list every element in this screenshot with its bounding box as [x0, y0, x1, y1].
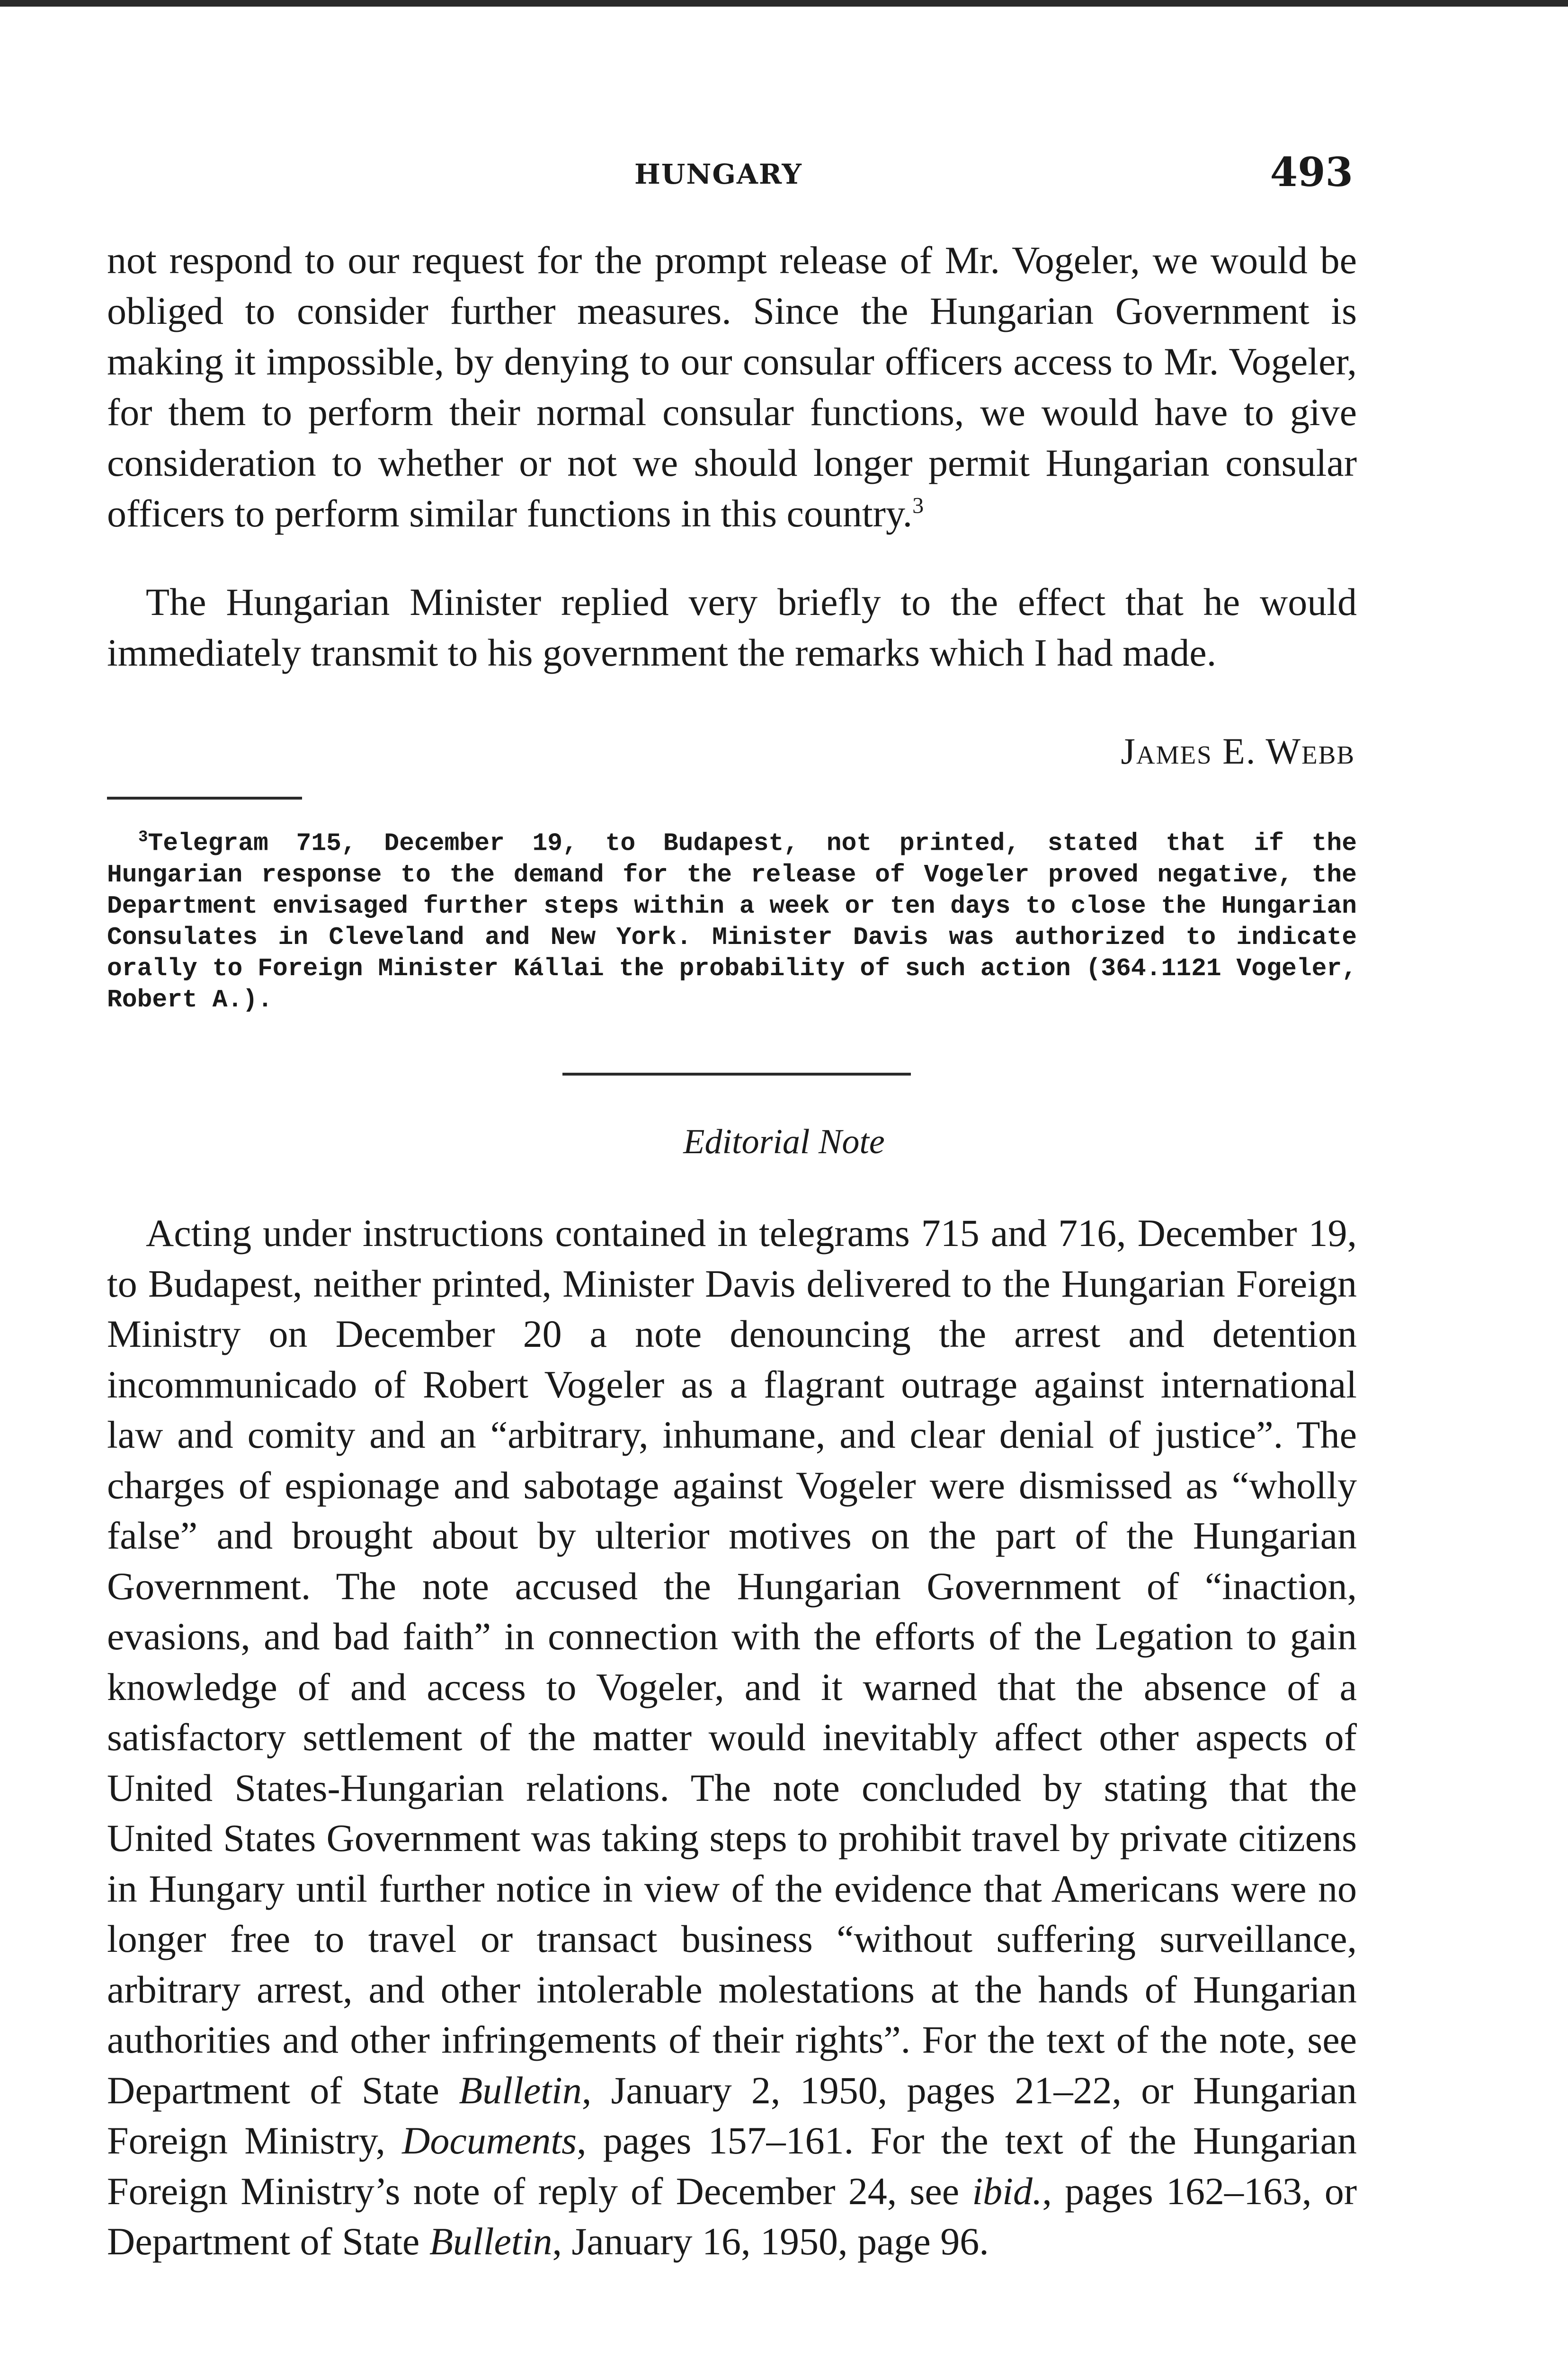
editorial-text: , January 16, 1950, page 96.	[552, 2220, 989, 2263]
editorial-text: Acting under instructions contained in telegrams 715 and 716, December 19, to Budapest, neither printed, Minister Davis delivered to the Hungarian Foreign Ministry on December 20 a note denouncing the arrest and detention incommunicado of Robert Vogeler as a flagrant outrage against international law and comity and an “arbitrary, inhumane, and clear denial of justice”. The charges of espionage and sabotage against Vogeler were dismissed as “wholly false” and brought about by ulterior motives on the part of the Hungarian Government. The note accused the Hungarian Government of “inaction, evasions, and bad faith” in connection with the efforts of the Legation to gain knowledge of and access to Vogeler, and it warned that the absence of a satisfactory settlement of the matter would inevitably affect other aspects of United States-Hungarian relations. The note concluded by stating that the United States Government was taking steps to prohibit travel by private citizens in Hungary until further notice in view of the evidence that Americans were no longer free to travel or transact business “without suffering surveillance, arbitrary arrest, and other intolerable molestations at the hands of Hungarian authorities and other infringements of their rights”. For the text of the note, see Department of State	[107, 1211, 1357, 2112]
footnote-marker: 3	[138, 828, 148, 846]
publication-title: Bulletin	[459, 2068, 582, 2112]
publication-title: Documents	[402, 2119, 577, 2162]
editorial-note-body	[107, 1208, 1357, 2267]
signature: James E. Webb	[1121, 730, 1355, 772]
editorial-text: , January 2, 1950, pages 21–22, or Hungarian Foreign Ministry,	[107, 2068, 1357, 2162]
paragraph-text: not respond to our request for the prompt release of Mr. Vogeler, we would be obliged to consider further measures. Since the Hungarian Government is making it impossible, by denying to our consular officers access to Mr. Vogeler, for them to perform their normal consular functions, we would have to give consideration to whether or not we should longer permit Hungarian consular officers to perform similar functions in this country.	[107, 239, 1357, 535]
paragraph-continued	[107, 235, 1357, 539]
editorial-text: , pages 162–163, or Department of State	[107, 2169, 1357, 2263]
page-number: 493	[1270, 149, 1353, 196]
editorial-text: , pages 157–161. For the text of the Hungarian Foreign Ministry’s note of reply of December 24, see	[107, 2119, 1357, 2213]
section-divider	[562, 1073, 911, 1076]
citation-ibid: ibid.	[972, 2169, 1042, 2213]
footnote	[107, 822, 1357, 1015]
paragraph-minister-reply: The Hungarian Minister replied very briefly to the effect that he would immediately transmit to his government the remarks which I had made.	[107, 580, 1357, 674]
publication-title: Bulletin	[429, 2220, 552, 2263]
footnote-divider	[107, 797, 302, 800]
editorial-note-title: Editorial Note	[683, 1122, 885, 1161]
running-head: HUNGARY	[634, 158, 802, 190]
footnote-reference[interactable]: 3	[912, 493, 924, 518]
footnote-text: Telegram 715, December 19, to Budapest, not printed, stated that if the Hungarian response to the demand for the release of Vogeler proved negative, the Department envisaged further steps within a week or ten days to close the Hungarian Consulates in Cleveland and New York. Minister Davis was authorized to indicate orally to Foreign Minister Kállai the probability of such action (364.1121 Vogeler, Robert A.).	[107, 829, 1357, 1014]
top-border	[0, 0, 1568, 7]
